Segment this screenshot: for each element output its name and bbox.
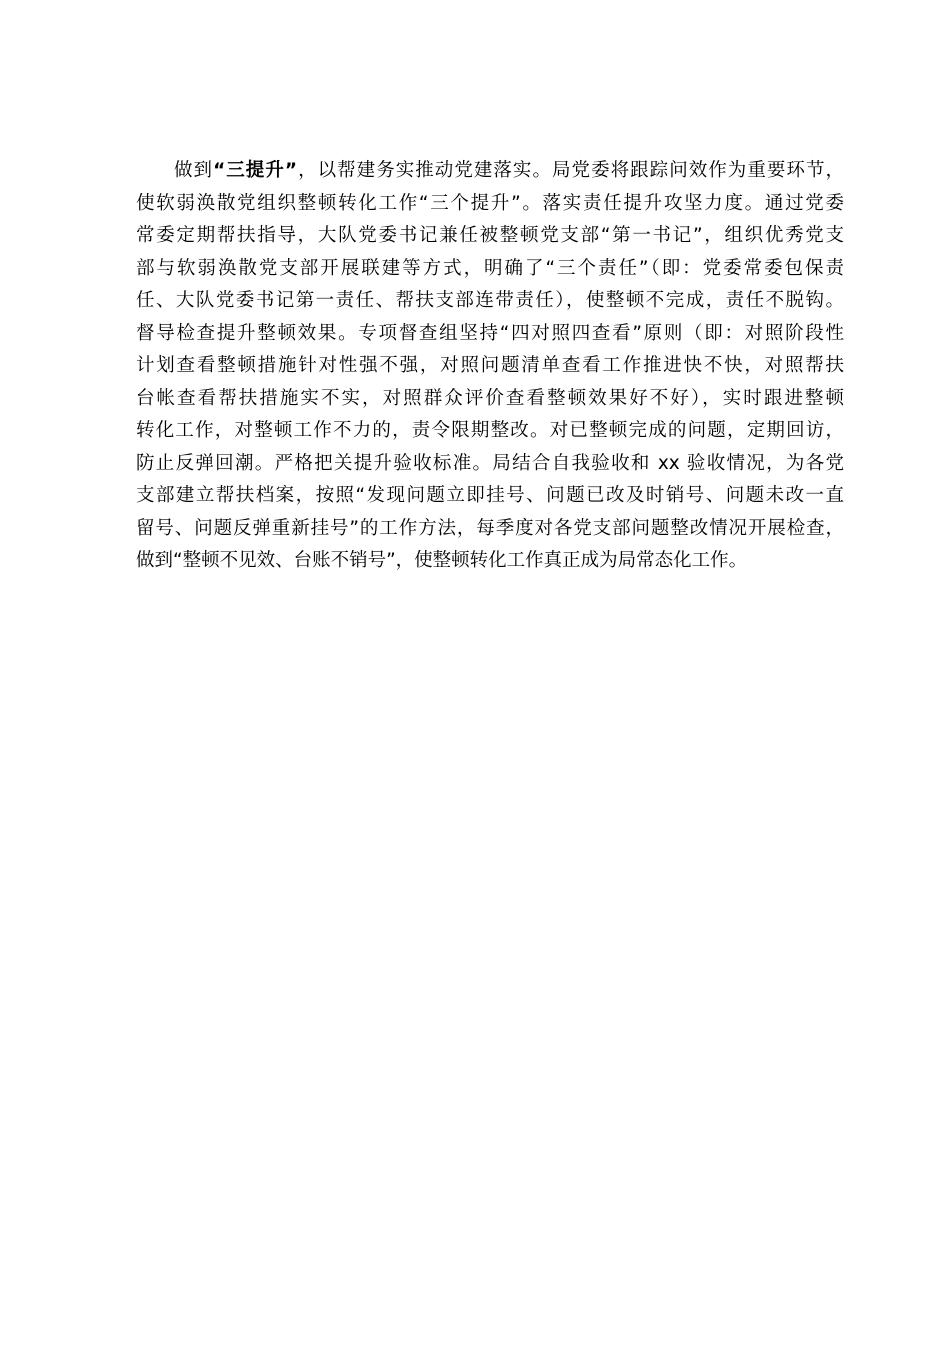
body-paragraph [136, 155, 844, 578]
paragraph-line-12: 留号、问题反弹重新挂号”的工作方法，每季度对各党支部问题整改情况开展检查， [136, 517, 844, 539]
paragraph-line-8: 台帐查看帮扶措施实不实，对照群众评价查看整顿效果好不好），实时跟进整顿 [136, 387, 844, 409]
paragraph-line-9: 转化工作，对整顿工作不力的，责令限期整改。对已整顿完成的问题，定期回访， [136, 420, 844, 441]
line-prefix: 做到 [174, 160, 214, 181]
line-rest: ，以帮建务实推动党建落实。局党委将跟踪问效作为重要环节， [297, 160, 844, 181]
paragraph-line-7: 计划查看整顿措施针对性强不强，对照问题清单查看工作推进快不快，对照帮扶 [136, 355, 844, 376]
paragraph-line-6: 督导检查提升整顿效果。专项督查组坚持“四对照四查看”原则（即：对照阶段性 [136, 322, 844, 344]
paragraph-line-4: 部与软弱涣散党支部开展联建等方式，明确了“三个责任”（即：党委常委包保责 [136, 257, 844, 279]
paragraph-line-10: 防止反弹回潮。严格把关提升验收标准。局结合自我验收和 xx 验收情况，为各党 [136, 452, 844, 474]
paragraph-line-2: 使软弱涣散党组织整顿转化工作“三个提升”。落实责任提升攻坚力度。通过党委 [136, 192, 844, 214]
paragraph-line-11: 支部建立帮扶档案，按照“发现问题立即挂号、问题已改及时销号、问题未改一直 [136, 485, 844, 506]
paragraph-line-5: 任、大队党委书记第一责任、帮扶支部连带责任），使整顿不完成，责任不脱钩。 [136, 290, 844, 311]
paragraph-line-13: 做到“整顿不见效、台账不销号”，使整顿转化工作真正成为局常态化工作。 [136, 550, 748, 571]
bold-heading-phrase: “三提升” [213, 160, 298, 181]
paragraph-line-1 [136, 155, 844, 188]
paragraph-line-3: 常委定期帮扶指导，大队党委书记兼任被整顿党支部“第一书记”，组织优秀党支 [136, 225, 844, 246]
